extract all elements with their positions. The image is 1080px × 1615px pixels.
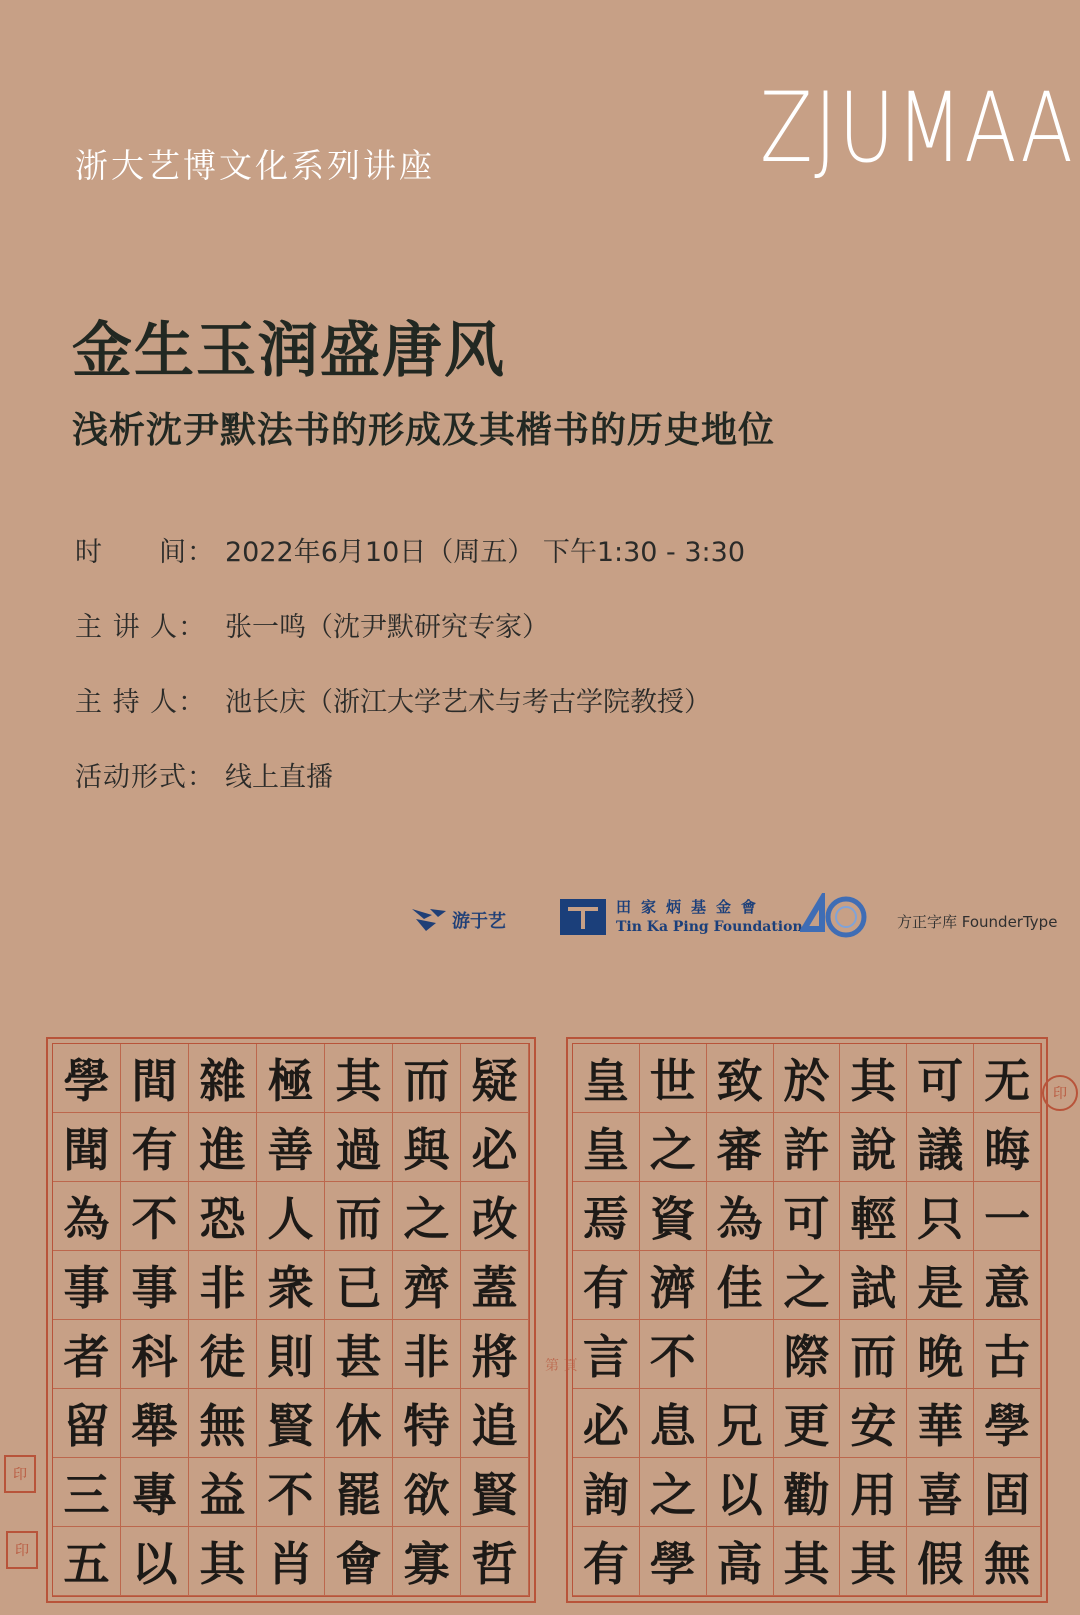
- calligraphy-char: 有: [121, 1113, 189, 1182]
- calligraphy-char: 之: [774, 1251, 841, 1320]
- calligraphy-char: 五: [53, 1527, 121, 1596]
- calligraphy-char: 審: [707, 1113, 774, 1182]
- calligraphy-char: 而: [840, 1320, 907, 1389]
- calligraphy-grid-left: [52, 1043, 530, 1597]
- calligraphy-char: 而: [393, 1044, 461, 1113]
- info-label: 活动形式：: [75, 762, 215, 793]
- calligraphy-char: 恐: [189, 1182, 257, 1251]
- calligraphy-char: 不: [640, 1320, 707, 1389]
- calligraphy-char: 世: [640, 1044, 707, 1113]
- calligraphy-char: 於: [774, 1044, 841, 1113]
- calligraphy-right-page: [566, 1037, 1048, 1603]
- calligraphy-char: 華: [907, 1389, 974, 1458]
- calligraphy-char: 以: [707, 1458, 774, 1527]
- calligraphy-char: 過: [325, 1113, 393, 1182]
- calligraphy-char: 雜: [189, 1044, 257, 1113]
- calligraphy-left-page: [46, 1037, 536, 1603]
- calligraphy-char: 言: [573, 1320, 640, 1389]
- info-label: 时 间：: [75, 537, 215, 568]
- calligraphy-char: 際: [774, 1320, 841, 1389]
- calligraphy-char: 肖: [257, 1527, 325, 1596]
- calligraphy-char: 詢: [573, 1458, 640, 1527]
- calligraphy-char: 之: [640, 1458, 707, 1527]
- calligraphy-char: 焉: [573, 1182, 640, 1251]
- calligraphy-char: 將: [461, 1320, 529, 1389]
- calligraphy-char: 許: [774, 1113, 841, 1182]
- calligraphy-char: 舉: [121, 1389, 189, 1458]
- info-host: [75, 680, 711, 719]
- calligraphy-char: 以: [121, 1527, 189, 1596]
- calligraphy-char: 賢: [257, 1389, 325, 1458]
- info-value: 2022年6月10日（周五） 下午1:30 - 3:30: [225, 537, 746, 568]
- calligraphy-char: 用: [840, 1458, 907, 1527]
- calligraphy-char: 賢: [461, 1458, 529, 1527]
- calligraphy-char: 衆: [257, 1251, 325, 1320]
- info-label: 主 讲 人：: [75, 612, 207, 643]
- calligraphy-char: 佳: [707, 1251, 774, 1320]
- calligraphy-char: 之: [393, 1182, 461, 1251]
- calligraphy-char: 哲: [461, 1527, 529, 1596]
- seal-stamp-icon: 印: [6, 1531, 38, 1569]
- calligraphy-char: 不: [121, 1182, 189, 1251]
- calligraphy-char: 齊: [393, 1251, 461, 1320]
- calligraphy-char: 無: [189, 1389, 257, 1458]
- wing-icon: [410, 905, 448, 935]
- seal-stamp-icon: 印: [1042, 1075, 1078, 1111]
- calligraphy-char: 益: [189, 1458, 257, 1527]
- info-label: 主 持 人：: [75, 687, 207, 718]
- calligraphy-char: 非: [393, 1320, 461, 1389]
- calligraphy-char: 善: [257, 1113, 325, 1182]
- calligraphy-char: 濟: [640, 1251, 707, 1320]
- calligraphy-char: 高: [707, 1527, 774, 1596]
- calligraphy-char: 休: [325, 1389, 393, 1458]
- calligraphy-char: 有: [573, 1527, 640, 1596]
- calligraphy-grid-right: [572, 1043, 1042, 1597]
- calligraphy-char: 是: [907, 1251, 974, 1320]
- calligraphy-char: [707, 1320, 774, 1389]
- calligraphy-char: 聞: [53, 1113, 121, 1182]
- calligraphy-char: 已: [325, 1251, 393, 1320]
- sponsor-label: 游于艺: [452, 911, 506, 932]
- calligraphy-char: 事: [121, 1251, 189, 1320]
- lecture-title: 金生玉润盛唐风: [72, 316, 506, 386]
- calligraphy-char: 改: [461, 1182, 529, 1251]
- calligraphy-char: 試: [840, 1251, 907, 1320]
- sponsor-logos: [0, 898, 1080, 965]
- calligraphy-char: 專: [121, 1458, 189, 1527]
- calligraphy-char: 安: [840, 1389, 907, 1458]
- calligraphy-char: 古: [974, 1320, 1041, 1389]
- calligraphy-char: 間: [121, 1044, 189, 1113]
- calligraphy-char: 只: [907, 1182, 974, 1251]
- calligraphy-char: 科: [121, 1320, 189, 1389]
- brand-logo: ZJUMAA: [760, 72, 1075, 184]
- calligraphy-char: 一: [974, 1182, 1041, 1251]
- calligraphy-char: 說: [840, 1113, 907, 1182]
- sponsor-tinkaping: [560, 897, 803, 937]
- info-speaker: [75, 605, 549, 644]
- calligraphy-char: 為: [53, 1182, 121, 1251]
- calligraphy-char: 追: [461, 1389, 529, 1458]
- calligraphy-char: 欲: [393, 1458, 461, 1527]
- series-title: 浙大艺博文化系列讲座: [75, 146, 435, 185]
- calligraphy-char: 晦: [974, 1113, 1041, 1182]
- info-value: 张一鸣（沈尹默研究专家）: [225, 612, 549, 643]
- calligraphy-char: 固: [974, 1458, 1041, 1527]
- calligraphy-char: 其: [840, 1044, 907, 1113]
- calligraphy-char: 徒: [189, 1320, 257, 1389]
- calligraphy-char: 勸: [774, 1458, 841, 1527]
- calligraphy-char: 必: [461, 1113, 529, 1182]
- calligraphy-char: 皇: [573, 1113, 640, 1182]
- calligraphy-char: 與: [393, 1113, 461, 1182]
- calligraphy-char: 罷: [325, 1458, 393, 1527]
- calligraphy-char: 者: [53, 1320, 121, 1389]
- sponsor-foundertype: 方正字库 FounderType: [897, 913, 1058, 931]
- calligraphy-char: 資: [640, 1182, 707, 1251]
- calligraphy-char: 更: [774, 1389, 841, 1458]
- calligraphy-char: 其: [774, 1527, 841, 1596]
- calligraphy-char: 假: [907, 1527, 974, 1596]
- lecture-subtitle: 浅析沈尹默法书的形成及其楷书的历史地位: [72, 409, 776, 451]
- calligraphy-char: 蓋: [461, 1251, 529, 1320]
- calligraphy-char: 可: [907, 1044, 974, 1113]
- calligraphy-char: 喜: [907, 1458, 974, 1527]
- info-format: [75, 755, 333, 794]
- calligraphy-char: 甚: [325, 1320, 393, 1389]
- calligraphy-char: 之: [640, 1113, 707, 1182]
- calligraphy-char: 學: [53, 1044, 121, 1113]
- calligraphy-char: 皇: [573, 1044, 640, 1113]
- calligraphy-char: 致: [707, 1044, 774, 1113]
- seal-stamp-icon: 印: [4, 1455, 36, 1493]
- calligraphy-char: 人: [257, 1182, 325, 1251]
- calligraphy-char: 極: [257, 1044, 325, 1113]
- calligraphy-char: 則: [257, 1320, 325, 1389]
- calligraphy-char: 無: [974, 1527, 1041, 1596]
- anniversary-40-icon: [800, 893, 870, 941]
- calligraphy-char: 兄: [707, 1389, 774, 1458]
- calligraphy-char: 不: [257, 1458, 325, 1527]
- info-time: [75, 530, 745, 569]
- calligraphy-char: 為: [707, 1182, 774, 1251]
- calligraphy-char: 寡: [393, 1527, 461, 1596]
- tkp-logo-icon: [560, 899, 606, 935]
- calligraphy-char: 有: [573, 1251, 640, 1320]
- calligraphy-char: 會: [325, 1527, 393, 1596]
- sponsor-cn-label: 田家炳基金會: [616, 898, 767, 916]
- calligraphy-char: 留: [53, 1389, 121, 1458]
- calligraphy-char: 其: [325, 1044, 393, 1113]
- calligraphy-char: 議: [907, 1113, 974, 1182]
- calligraphy-char: 學: [640, 1527, 707, 1596]
- calligraphy-char: 可: [774, 1182, 841, 1251]
- calligraphy-scroll: [0, 1025, 1080, 1615]
- page-mark: 第 頁: [545, 1358, 578, 1374]
- calligraphy-char: 特: [393, 1389, 461, 1458]
- calligraphy-char: 无: [974, 1044, 1041, 1113]
- sponsor-en-label: Tin Ka Ping Foundation: [616, 919, 803, 935]
- info-value: 池长庆（浙江大学艺术与考古学院教授）: [225, 687, 711, 718]
- calligraphy-char: 息: [640, 1389, 707, 1458]
- calligraphy-char: 三: [53, 1458, 121, 1527]
- calligraphy-char: 其: [840, 1527, 907, 1596]
- calligraphy-char: 而: [325, 1182, 393, 1251]
- calligraphy-char: 必: [573, 1389, 640, 1458]
- calligraphy-char: 非: [189, 1251, 257, 1320]
- calligraphy-char: 其: [189, 1527, 257, 1596]
- calligraphy-char: 疑: [461, 1044, 529, 1113]
- sponsor-youyuyi: [410, 905, 506, 935]
- calligraphy-char: 意: [974, 1251, 1041, 1320]
- calligraphy-char: 進: [189, 1113, 257, 1182]
- calligraphy-char: 輕: [840, 1182, 907, 1251]
- calligraphy-char: 事: [53, 1251, 121, 1320]
- calligraphy-char: 晚: [907, 1320, 974, 1389]
- info-value: 线上直播: [225, 762, 333, 793]
- calligraphy-char: 學: [974, 1389, 1041, 1458]
